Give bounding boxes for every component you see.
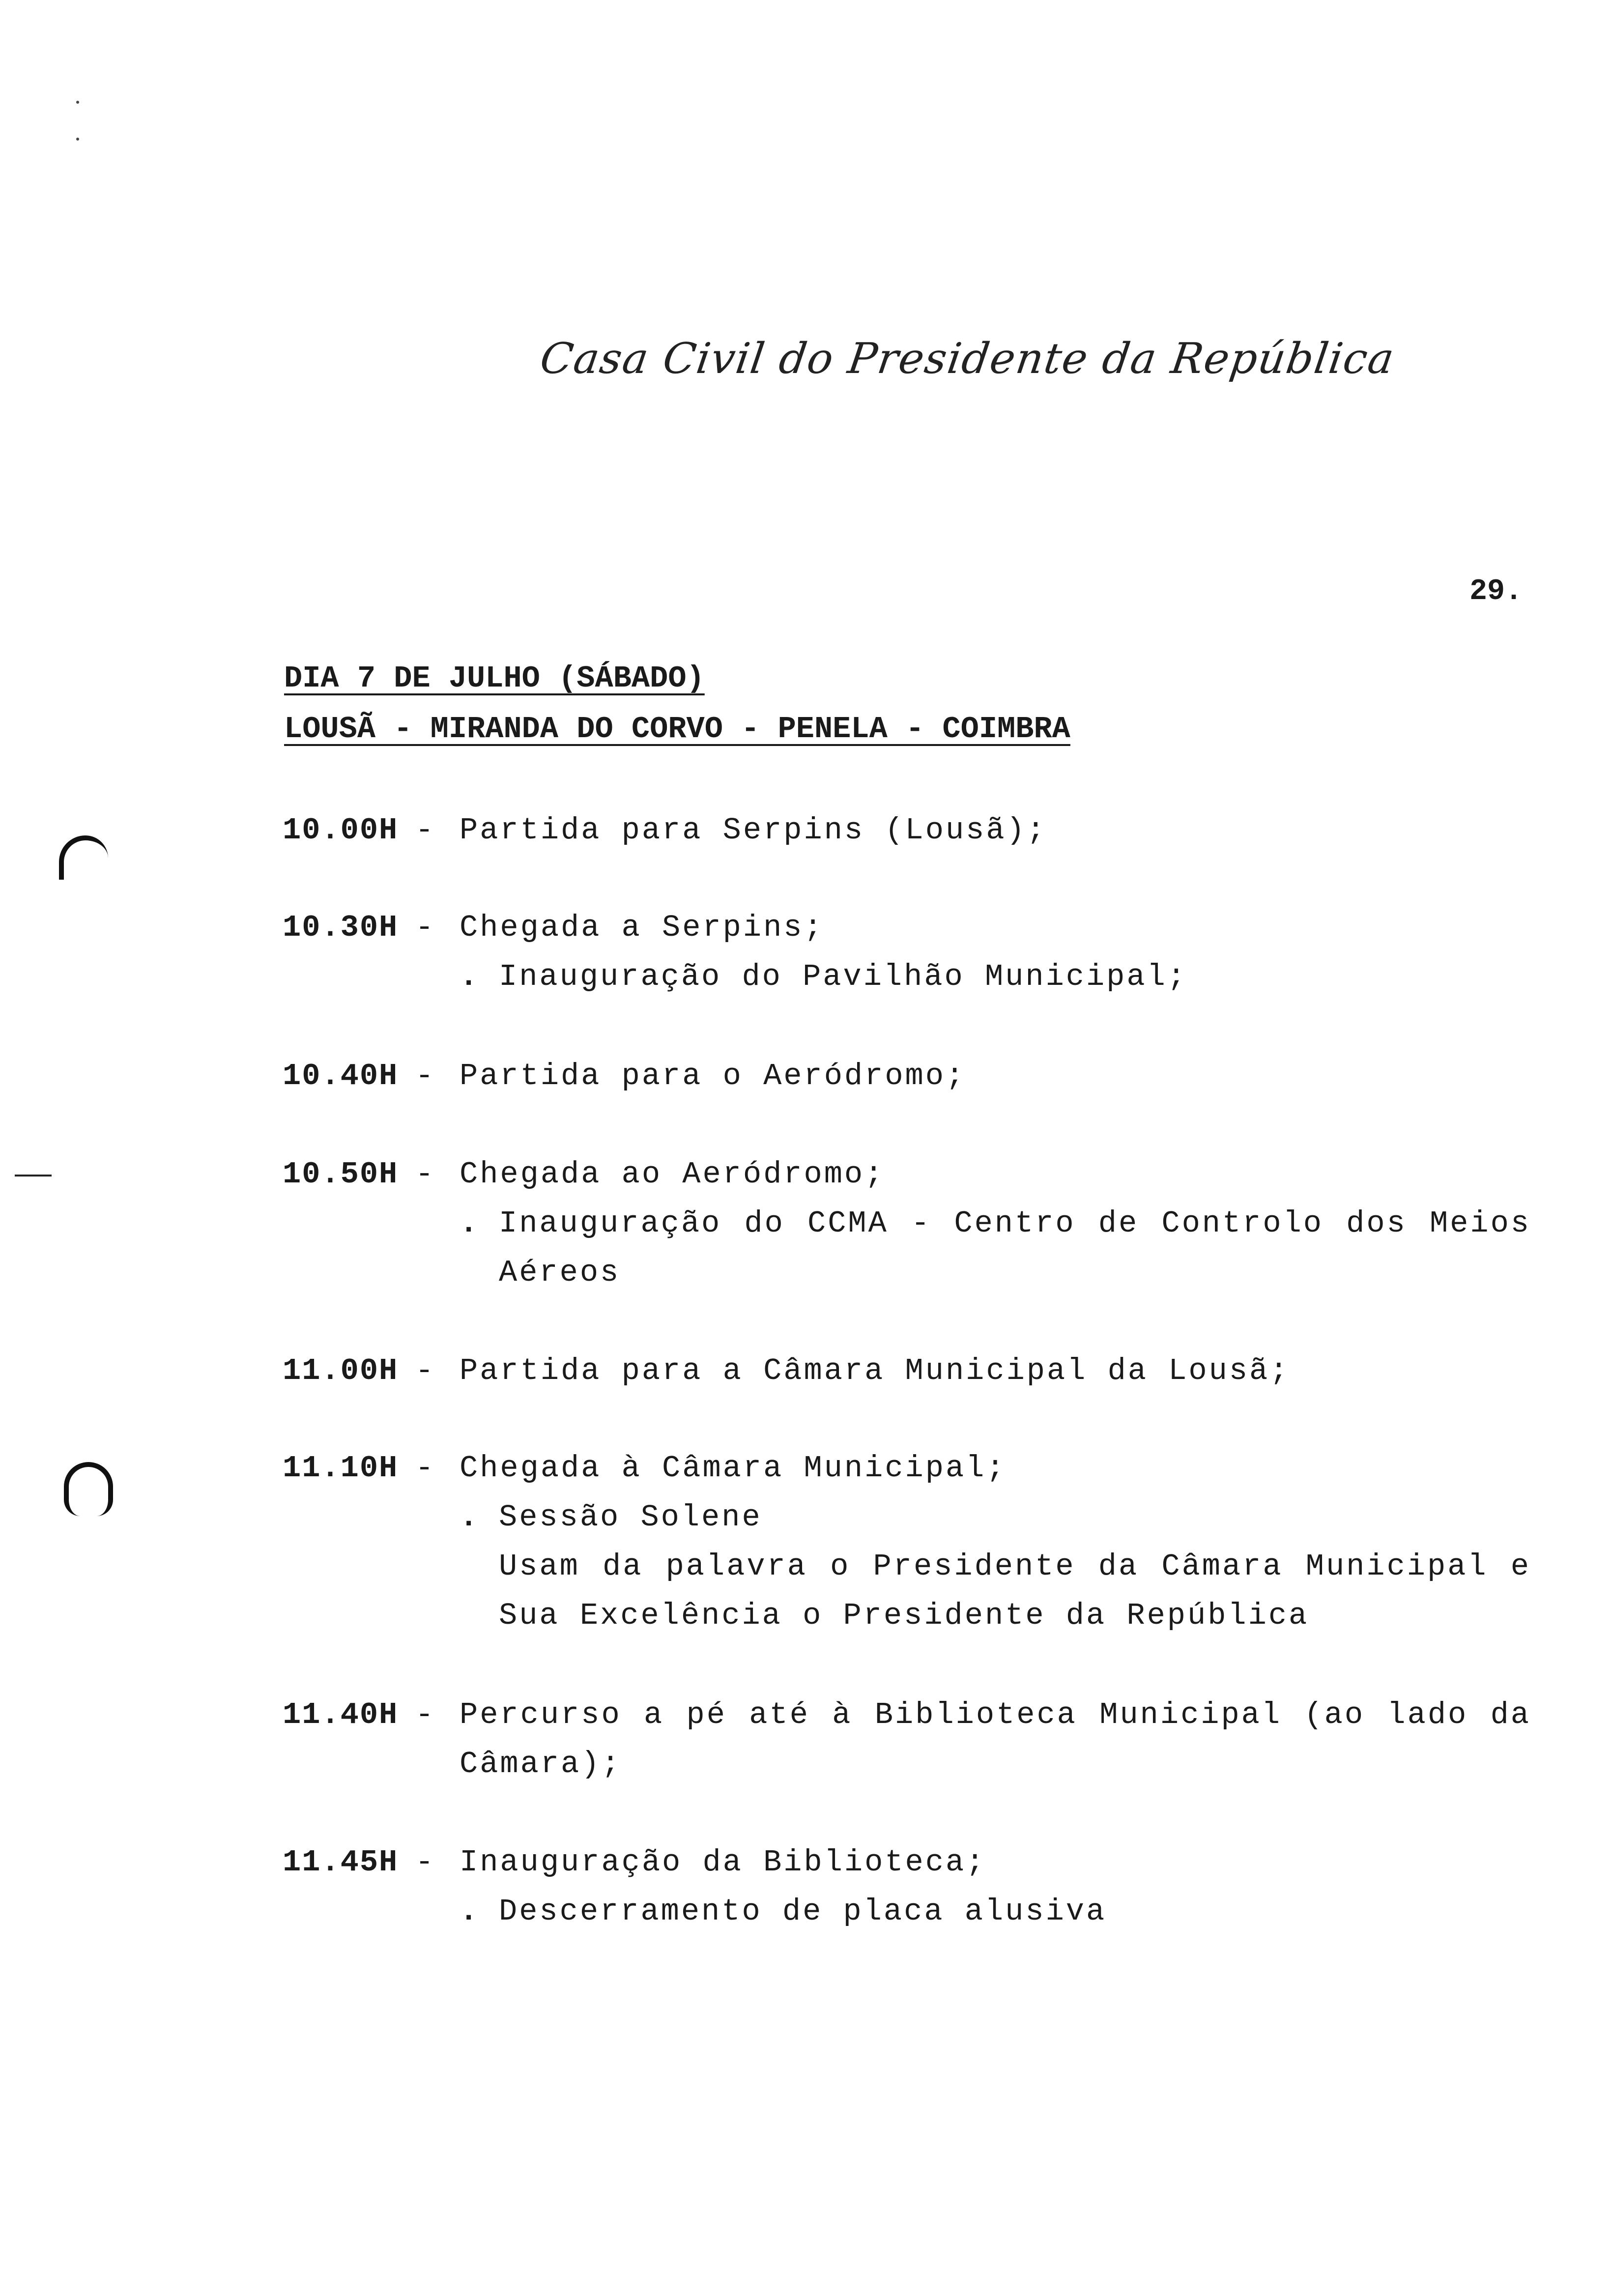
entry-sub-item xyxy=(460,1887,1531,1936)
entry-description: Chegada à Câmara Municipal; xyxy=(460,1451,1007,1486)
entry-dash: - xyxy=(415,1697,434,1732)
sub-item-text: Sessão Solene xyxy=(499,1500,762,1535)
entry-sub-item xyxy=(460,952,1531,1002)
margin-dash-mark xyxy=(15,1175,52,1177)
entry-dash: - xyxy=(415,1157,434,1192)
entry-dash: - xyxy=(415,1059,434,1093)
entry-extra-line: Usam da palavra o Presidente da Câmara Municipal e xyxy=(499,1549,1531,1584)
entry-description: Partida para Serpins (Lousã); xyxy=(460,813,1047,848)
sub-item-text: Inauguração do Pavilhão Municipal; xyxy=(499,959,1188,994)
punch-hole-mark xyxy=(59,835,108,880)
entry-dash: - xyxy=(415,1845,434,1880)
entry-time: 11.00H xyxy=(283,1353,399,1388)
entry-time: 10.00H xyxy=(283,813,399,848)
entry-description: Inauguração da Biblioteca; xyxy=(460,1845,986,1880)
bullet-point: . xyxy=(460,1894,480,1929)
bullet-point: . xyxy=(460,959,480,994)
entry-dash: - xyxy=(415,1451,434,1486)
route-heading: LOUSÃ - MIRANDA DO CORVO - PENELA - COIMBRA xyxy=(284,712,1070,746)
margin-dot xyxy=(76,101,79,104)
punch-hole-mark xyxy=(64,1462,113,1516)
entry-dash: - xyxy=(415,813,434,848)
entry-time: 10.50H xyxy=(283,1157,399,1192)
entry-time: 11.10H xyxy=(283,1451,399,1486)
margin-dot xyxy=(76,138,79,141)
entry-description: Percurso a pé até à Biblioteca Municipal (ao lado da Câmara); xyxy=(460,1697,1531,1781)
day-heading: DIA 7 DE JULHO (SÁBADO) xyxy=(284,661,705,696)
entry-dash: - xyxy=(415,1353,434,1388)
entry-time: 10.40H xyxy=(283,1059,399,1093)
entry-dash: - xyxy=(415,910,434,945)
entry-time: 11.40H xyxy=(283,1697,399,1732)
page-number: 29. xyxy=(1469,575,1523,608)
entry-extra-line: Sua Excelência o Presidente da República xyxy=(499,1598,1309,1633)
entry-time: 10.30H xyxy=(283,910,399,945)
sub-item-text: Descerramento de placa alusiva xyxy=(499,1894,1107,1929)
entry-description: Chegada ao Aeródromo; xyxy=(460,1157,885,1192)
bullet-point: . xyxy=(460,1206,480,1241)
letterhead: Casa Civil do Presidente da República xyxy=(537,334,1398,383)
entry-time: 11.45H xyxy=(283,1845,399,1880)
entry-description: Chegada a Serpins; xyxy=(460,910,824,945)
bullet-point: . xyxy=(460,1500,480,1535)
entry-description: Partida para o Aeródromo; xyxy=(460,1059,966,1093)
entry-sub-item xyxy=(460,1199,1531,1297)
entry-description: Partida para a Câmara Municipal da Lousã; xyxy=(460,1353,1290,1388)
sub-item-text: Inauguração do CCMA - Centro de Controlo dos Meios Aéreos xyxy=(499,1206,1531,1290)
entry-sub-item xyxy=(460,1493,1531,1542)
